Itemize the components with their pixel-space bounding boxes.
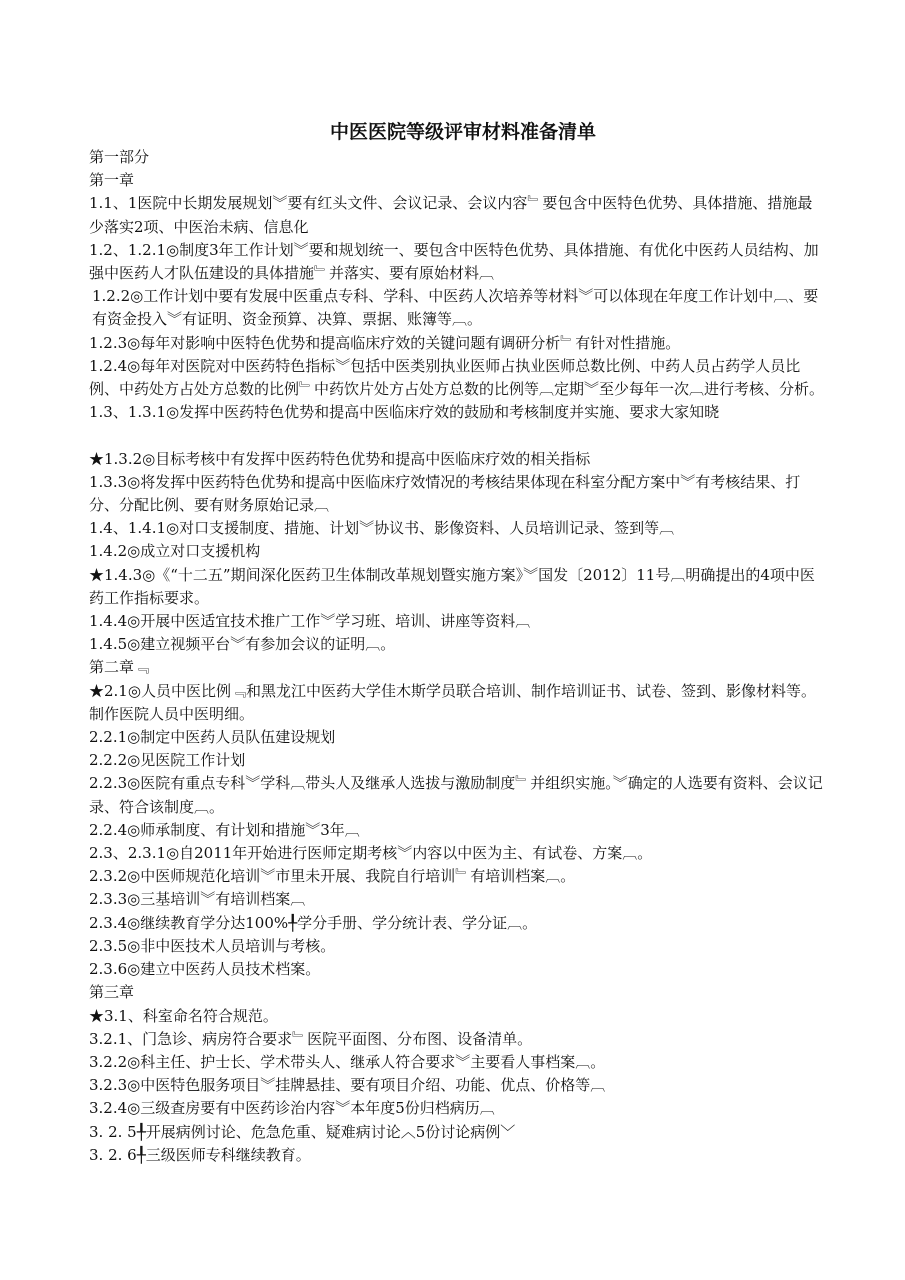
document-line: 1.2、1.2.1◎制度3年工作计划︾要和规划统一、要包含中医特色优势、具体措施、有优化中医药人员结构、加强中医药人才队伍建设的具体措施﹄并落实、要有原始材料︹: [89, 240, 819, 283]
document-line: 3. 2. 5╀开展病例讨论、危急危重、疑难病讨论︿5份讨论病例﹀: [89, 1122, 516, 1141]
document-line: 3. 2. 6╀三级医师专科继续教育。: [89, 1145, 311, 1164]
document-line: 1.4.2◎成立对口支援机构: [89, 542, 261, 561]
document-body: [89, 146, 827, 1167]
document-line: 1.2.4◎每年对医院对中医药特色指标︾包括中医类别执业医师占执业医师总数比例、中药人员占药学人员比例、中药处方占处方总数的比例﹄中药饮片处方占处方总数的比例等︹定期︾至少每年一次︹进行考核、分析。: [89, 356, 825, 399]
document-line: 2.3.6◎建立中医药人员技术档案。: [89, 960, 321, 979]
document-line: ★1.4.3◎《“十二五”期间深化医药卫生体制改革规划暨实施方案》︾国发〔2012〕11号︹明确提出的4项中医药工作指标要求。: [89, 565, 815, 607]
document-line: 3.2.2◎科主任、护士长、学术带头人、继承人符合要求︾主要看人事档案︹。: [89, 1052, 606, 1071]
document-line: 1.1、1医院中长期发展规划︾要有红头文件、会议记录、会议内容﹄要包含中医特色优势、具体措施、措施最少落实2项、中医治未病、信息化: [89, 194, 813, 236]
document-line: ★2.1◎人员中医比例﹃和黑龙江中医药大学佳木斯学员联合培训、制作培训证书、试卷、签到、影像材料等。制作医院人员中医明细。: [89, 681, 816, 723]
document-line: 1.2.2◎工作计划中要有发展中医重点专科、学科、中医药人次培养等材料︾可以体现在年度工作计划中︹、要有资金投入︾有证明、资金预算、决算、票据、账簿等︹。: [92, 287, 819, 329]
document-line: 2.2.2◎见医院工作计划: [89, 751, 246, 770]
document-line: [89, 424, 827, 447]
document-line: 1.2.3◎每年对影响中医特色优势和提高临床疗效的关键问题有调研分析﹄有针对性措施。: [89, 333, 681, 352]
document-line: 2.3.2◎中医师规范化培训︾市里未开展、我院自行培训﹄有培训档案︹。: [89, 867, 576, 886]
document-line: 2.3.4◎继续教育学分达100%╀学分手册、学分统计表、学分证︹。: [89, 913, 538, 932]
document-line: 2.2.1◎制定中医药人员队伍建设规划: [89, 728, 336, 747]
document-line: 1.3.3◎将发挥中医药特色优势和提高中医临床疗效情况的考核结果体现在科室分配方案中︾有考核结果、打分、分配比例、要有财务原始记录︹: [89, 472, 801, 515]
document-line: 2.3、2.3.1◎自2011年开始进行医师定期考核︾内容以中医为主、有试卷、方案︹。: [89, 844, 653, 863]
document-line: 3.2.1、门急诊、病房符合要求﹄医院平面图、分布图、设备清单。: [89, 1029, 533, 1048]
document-line: 3.2.4◎三级查房要有中医药诊治内容︾本年度5份归档病历︹: [89, 1099, 495, 1118]
document-line: 第一章: [89, 171, 135, 190]
document-line: 第一部分: [89, 148, 150, 166]
document-line: 第二章﹃: [89, 658, 150, 677]
document-line: 2.3.5◎非中医技术人员培训与考核。: [89, 936, 336, 955]
document-line: 1.4.4◎开展中医适宜技术推广工作︾学习班、培训、讲座等资料︹: [89, 612, 531, 631]
document-line: 2.2.4◎师承制度、有计划和措施︾3年︹: [89, 820, 360, 839]
document-line: 2.3.3◎三基培训︾有培训档案︹: [89, 890, 306, 909]
document-line: 2.2.3◎医院有重点专科︾学科︹带头人及继承人选拔与激励制度﹄并组织实施。︾确定的人选要有资料、会议记录、符合该制度︹。: [89, 774, 823, 816]
document-line: ★3.1、科室命名符合规范。: [89, 1006, 278, 1025]
document-line: 1.3、1.3.1◎发挥中医药特色优势和提高中医临床疗效的鼓励和考核制度并实施、要求大家知晓: [89, 403, 720, 422]
document-line: 3.2.3◎中医特色服务项目︾挂牌悬挂、要有项目介绍、功能、优点、价格等︹: [89, 1076, 606, 1095]
document-line: 1.4.5◎建立视频平台︾有参加会议的证明︹。: [89, 635, 396, 654]
document-title: 中医医院等级评审材料准备清单: [329, 121, 596, 143]
document-line: 第三章: [89, 983, 135, 1002]
document-line: ★1.3.2◎目标考核中有发挥中医药特色优势和提高中医临床疗效的相关指标: [89, 449, 591, 468]
document-line: 1.4、1.4.1◎对口支援制度、措施、计划︾协议书、影像资料、人员培训记录、签到等︹: [89, 519, 675, 538]
